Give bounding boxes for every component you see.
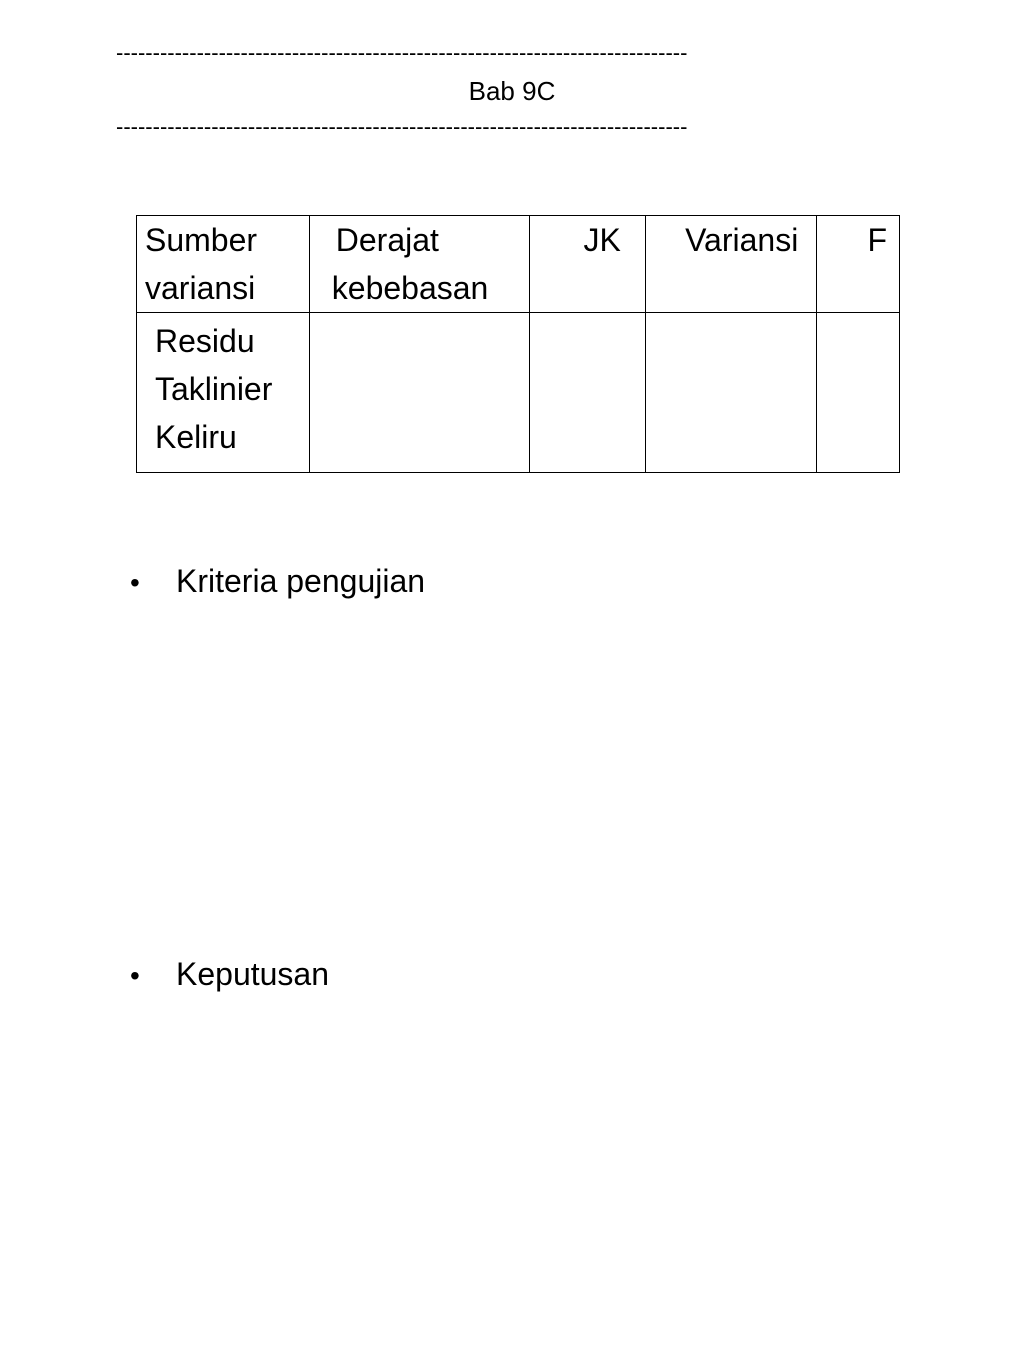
- bullet-kriteria-pengujian: [130, 561, 425, 603]
- variansi-value-cell: [645, 313, 817, 473]
- anova-table: [136, 215, 900, 473]
- header-sumber-line-1: Sumber: [145, 222, 258, 258]
- bottom-dashed-rule: ------------------------------------------------------------------------------: [116, 114, 688, 139]
- bullet-dot: •: [130, 960, 140, 991]
- top-dashed-rule: ------------------------------------------------------------------------------: [116, 40, 688, 65]
- bullet-label-kriteria: Kriteria pengujian: [176, 563, 426, 599]
- table-header-row: [137, 216, 900, 313]
- derajat-value-cell: [309, 313, 530, 473]
- source-residu: Residu: [155, 323, 255, 359]
- header-derajat-kebebasan: [309, 216, 530, 313]
- header-jk: [530, 216, 645, 313]
- source-taklinier: Taklinier: [155, 371, 273, 407]
- header-sumber-variansi: [137, 216, 310, 313]
- header-sumber-line-2: variansi: [145, 270, 256, 306]
- header-f-label: F: [867, 222, 887, 258]
- header-derajat-line-2: kebebasan: [331, 270, 489, 306]
- bullet-label-keputusan: Keputusan: [176, 956, 330, 992]
- f-value-cell: [817, 313, 900, 473]
- header-variansi-label: Variansi: [685, 222, 799, 258]
- bullet-keputusan: [130, 954, 329, 996]
- source-keliru: Keliru: [155, 419, 237, 455]
- page-title: Bab 9C: [468, 76, 556, 106]
- jk-value-cell: [530, 313, 645, 473]
- header-variansi: [645, 216, 817, 313]
- header-jk-label: JK: [583, 222, 621, 258]
- table-body-row: [137, 313, 900, 473]
- bullet-dot: •: [130, 567, 140, 598]
- header-derajat-line-1: Derajat: [335, 222, 439, 258]
- source-cell: [137, 313, 310, 473]
- header-f: [817, 216, 900, 313]
